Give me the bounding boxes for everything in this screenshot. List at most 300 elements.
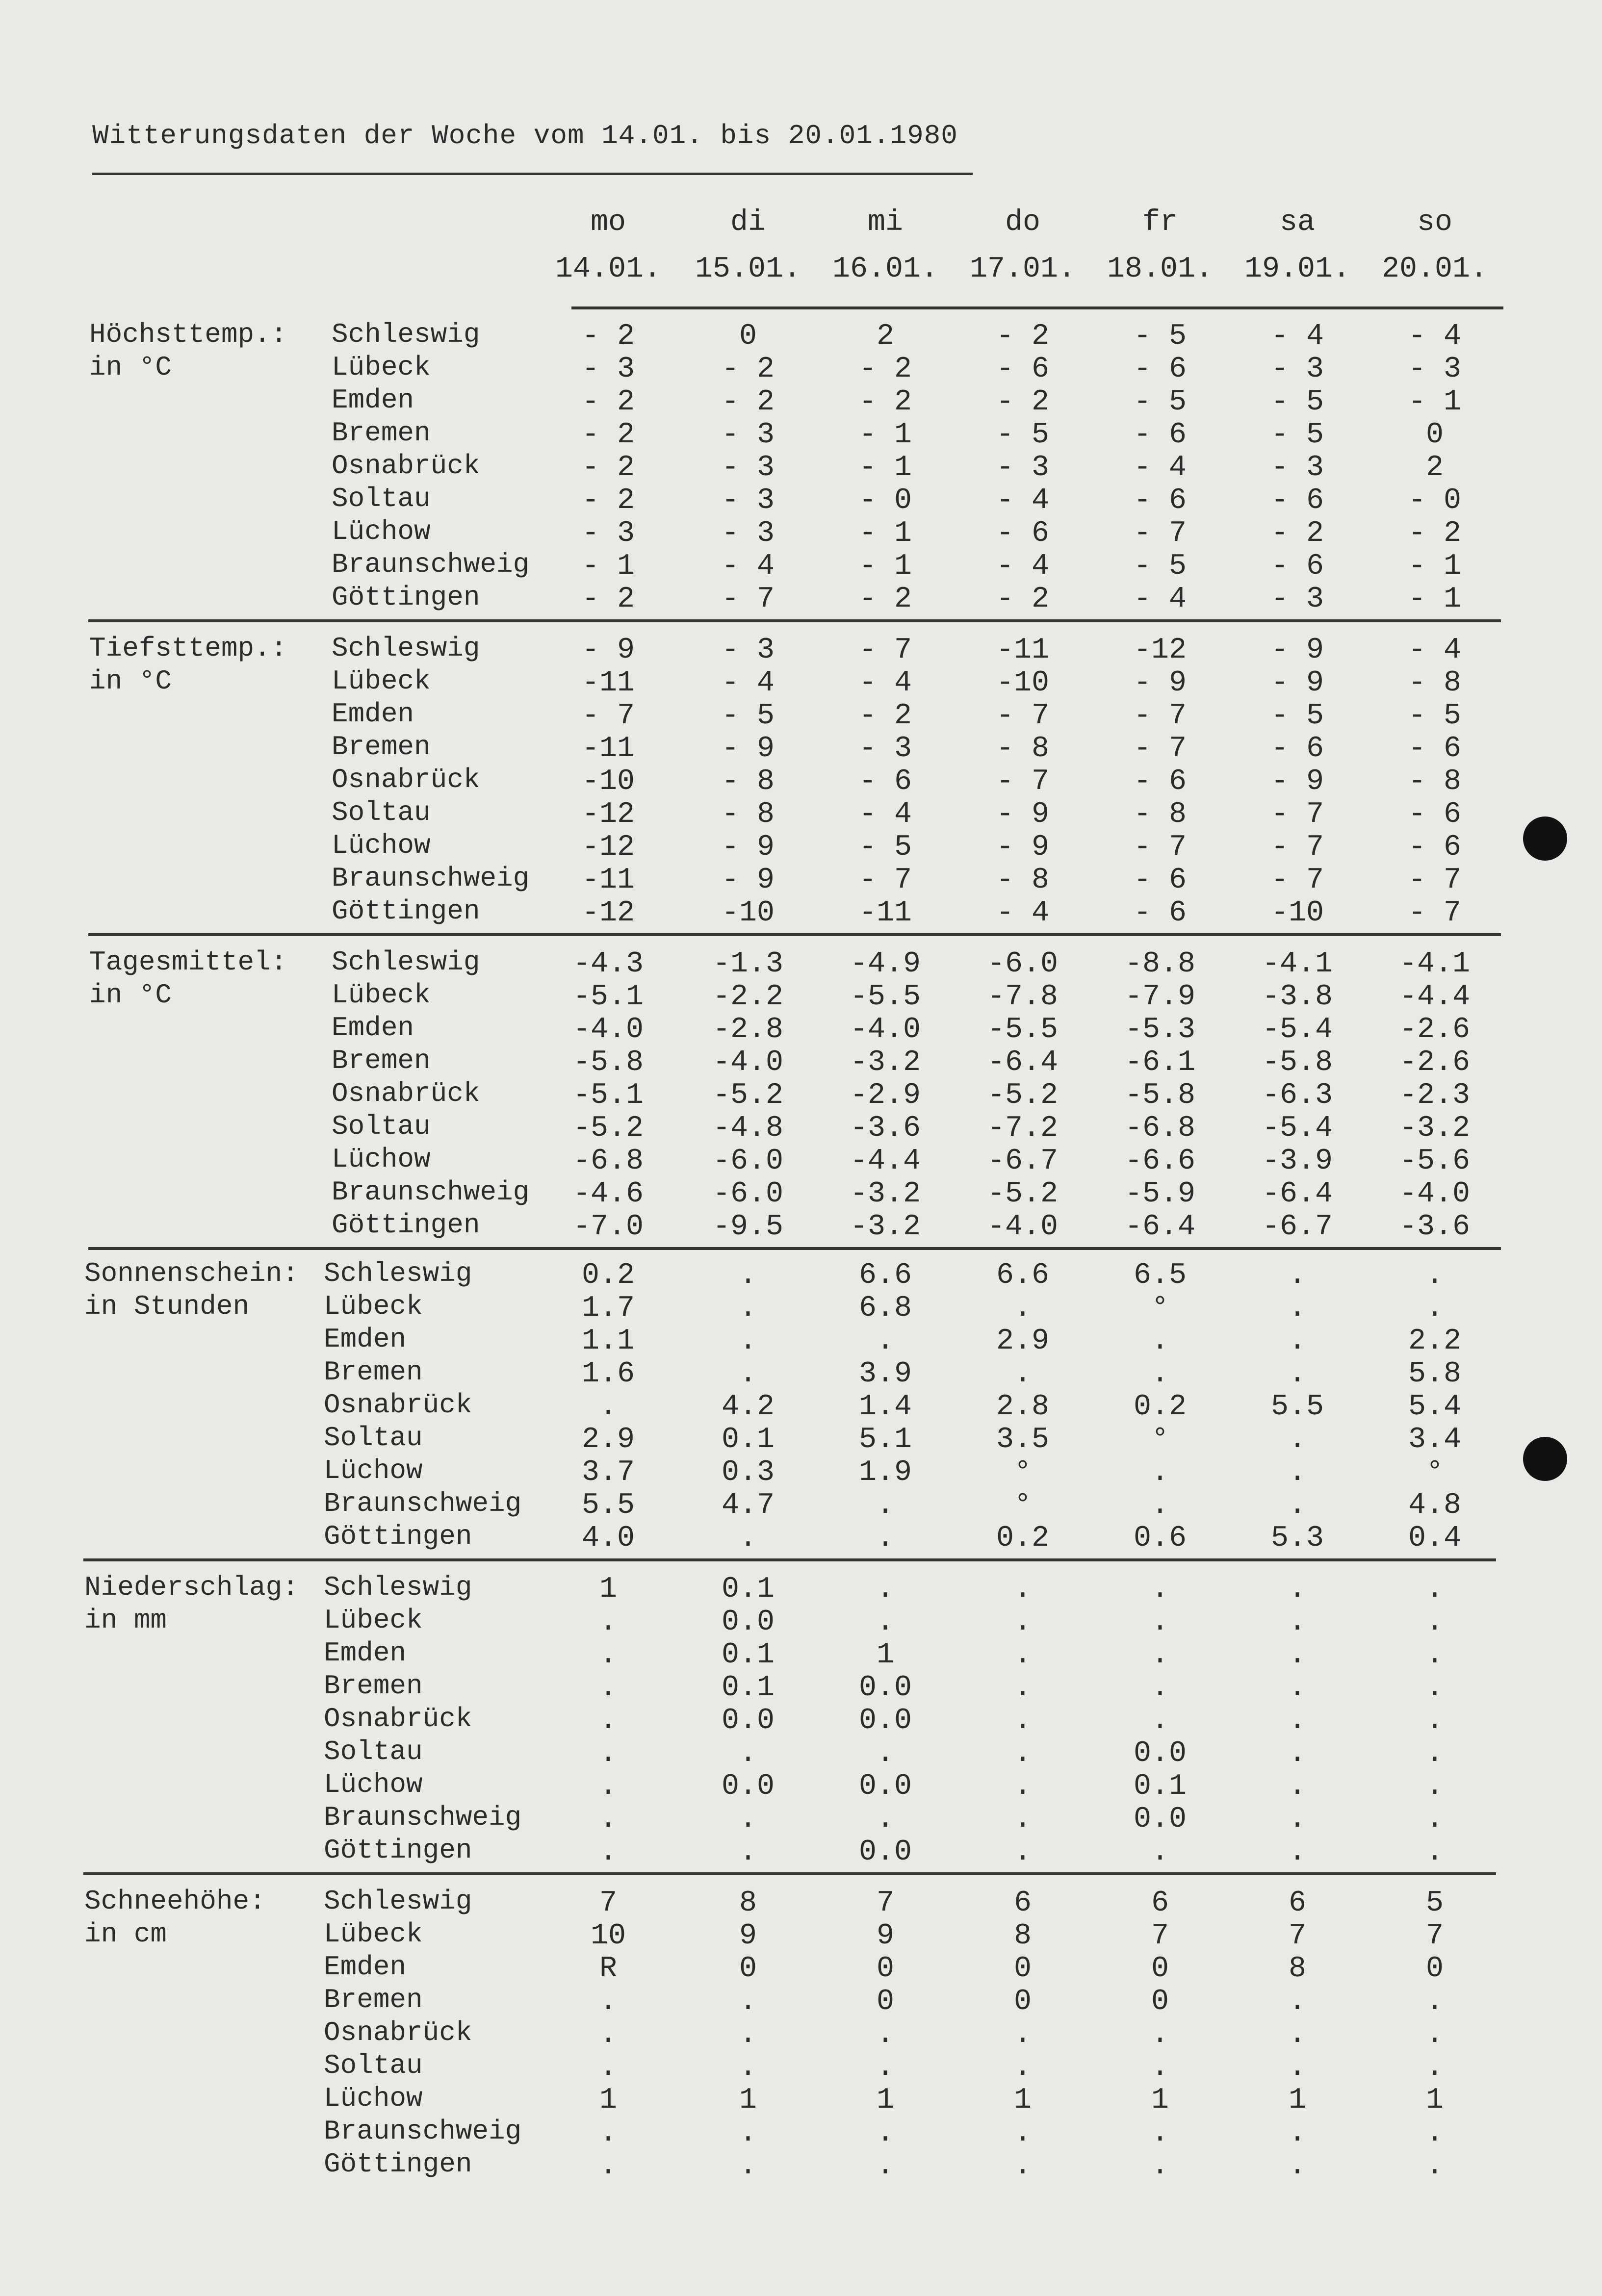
table-cell: 8 [1013,1919,1032,1953]
table-cell: . [1288,1489,1306,1522]
table-cell: -8.8 [1124,947,1196,981]
table-cell: -4.1 [1399,947,1471,981]
table-cell: . [1288,1423,1306,1456]
table-cell: - 7 [996,699,1050,733]
table-cell: . [1288,1836,1306,1869]
station-name: Soltau [332,1111,431,1142]
table-cell: -4.0 [850,1013,921,1046]
table-cell: . [1013,1292,1032,1325]
table-cell: . [1013,2149,1032,2183]
table-cell: - 6 [996,353,1050,386]
table-cell: . [1151,1489,1169,1522]
table-cell: . [876,2117,894,2150]
table-cell: -6.7 [987,1145,1059,1178]
table-cell: 0.1 [721,1671,775,1705]
station-name: Osnabrück [332,764,480,795]
table-cell: - 4 [996,896,1050,930]
table-cell: - 2 [858,353,912,386]
table-cell: . [1013,2117,1032,2150]
table-cell: . [1425,1671,1444,1705]
table-cell: . [1151,1671,1169,1705]
table-cell: - 2 [1270,517,1324,550]
table-cell: . [739,2117,757,2150]
day-date-di: 15.01. [695,253,801,286]
table-cell: -6.3 [1262,1079,1333,1112]
station-name: Göttingen [332,895,480,927]
punch-hole [1523,816,1567,861]
table-cell: . [1288,1737,1306,1770]
table-cell: 0.4 [1408,1522,1462,1555]
table-cell: - 4 [858,666,912,700]
table-cell: -11 [858,896,912,930]
table-cell: 2 [1425,451,1444,485]
table-cell: - 4 [996,484,1050,517]
table-cell: ° [1151,1423,1169,1456]
table-cell: -3.2 [850,1046,921,1079]
table-cell: . [1013,1770,1032,1803]
table-cell: -4.4 [850,1145,921,1178]
day-abbr-so: so [1417,206,1452,239]
table-cell: - 6 [858,765,912,798]
table-cell: - 7 [581,699,635,733]
table-cell: . [1425,1292,1444,1325]
table-cell: -4.8 [712,1112,784,1145]
table-cell: -5.5 [850,980,921,1014]
station-name: Emden [332,384,414,416]
table-cell: 3.9 [858,1357,912,1391]
station-name: Braunschweig [332,549,530,580]
table-cell: . [1288,2018,1306,2051]
table-cell: 1 [599,1573,617,1606]
table-cell: - 7 [1270,864,1324,897]
table-cell: - 2 [1408,517,1462,550]
table-cell: -3.9 [1262,1145,1333,1178]
table-cell: . [1288,2051,1306,2084]
table-cell: -3.2 [1399,1112,1471,1145]
station-name: Lüchow [332,516,431,547]
table-cell: - 2 [721,353,775,386]
table-cell: . [1425,1606,1444,1639]
table-cell: . [739,1803,757,1836]
table-cell: . [1151,1606,1169,1639]
table-cell: 0 [739,1952,757,1986]
table-cell: -4.0 [712,1046,784,1079]
table-cell: -4.0 [1399,1177,1471,1211]
table-cell: 5 [1425,1887,1444,1920]
station-name: Braunschweig [332,863,530,894]
table-cell: . [1425,1836,1444,1869]
table-cell: . [1288,2117,1306,2150]
table-cell: . [599,1606,617,1639]
table-cell: 2 [876,320,894,353]
station-name: Schleswig [324,1886,472,1917]
table-cell: 0.0 [721,1606,775,1639]
station-name: Soltau [324,1422,423,1454]
table-cell: . [1425,1638,1444,1672]
table-cell: -4.1 [1262,947,1333,981]
table-cell: - 5 [1133,550,1187,583]
station-name: Emden [324,1324,407,1355]
table-cell: 0.0 [858,1671,912,1705]
table-cell: - 9 [581,634,635,667]
station-name: Schleswig [332,633,480,664]
section-unit: in °C [89,352,172,383]
table-cell: 2.9 [581,1423,635,1456]
table-cell: 0.0 [858,1836,912,1869]
table-cell: -5.9 [1124,1177,1196,1211]
table-cell: - 6 [1270,484,1324,517]
table-cell: 1.6 [581,1357,635,1391]
table-cell: 0.0 [1133,1803,1187,1836]
station-name: Emden [332,698,414,730]
table-cell: 0 [739,320,757,353]
table-cell: . [599,1985,617,2018]
table-cell: - 9 [1270,634,1324,667]
table-cell: . [1288,1357,1306,1391]
table-cell: -5.4 [1262,1112,1333,1145]
table-cell: -6.0 [987,947,1059,981]
table-cell: - 9 [996,798,1050,831]
section-unit: in Stunden [84,1291,250,1322]
table-cell: . [1013,1606,1032,1639]
table-cell: -6.4 [1262,1177,1333,1211]
table-cell: - 3 [1270,353,1324,386]
table-cell: -4.0 [987,1210,1059,1244]
table-cell: 5.8 [1408,1357,1462,1391]
section-unit: in cm [84,1918,167,1950]
table-cell: . [599,1390,617,1424]
table-cell: -7.0 [572,1210,644,1244]
section-rule [88,933,1501,936]
table-cell: . [1288,1456,1306,1489]
table-cell: 1.4 [858,1390,912,1424]
table-cell: 1 [876,2084,894,2117]
table-cell: - 2 [721,385,775,419]
table-cell: 7 [599,1887,617,1920]
table-cell: . [1425,2117,1444,2150]
table-cell: . [1013,2051,1032,2084]
table-cell: - 1 [1408,550,1462,583]
table-cell: R [599,1952,617,1986]
table-cell: . [1013,1671,1032,1705]
table-cell: -3.2 [850,1210,921,1244]
table-cell: - 2 [996,385,1050,419]
table-cell: 0 [1013,1985,1032,2018]
table-cell: . [599,2149,617,2183]
table-cell: 0.0 [858,1704,912,1737]
station-name: Lüchow [324,2083,423,2114]
station-name: Emden [324,1951,407,1983]
table-cell: 0.0 [721,1770,775,1803]
table-cell: . [739,1737,757,1770]
table-cell: . [739,1836,757,1869]
table-cell: . [1151,1573,1169,1606]
table-cell: - 4 [858,798,912,831]
table-cell: 0 [1151,1952,1169,1986]
table-cell: 2.9 [996,1325,1050,1358]
table-cell: 0.0 [1133,1737,1187,1770]
table-cell: -4.0 [572,1013,644,1046]
station-name: Schleswig [324,1258,472,1289]
table-cell: . [876,1606,894,1639]
table-cell: 0.1 [721,1423,775,1456]
table-cell: -5.2 [712,1079,784,1112]
table-cell: - 1 [858,550,912,583]
station-name: Emden [332,1012,414,1044]
table-cell: -5.8 [1124,1079,1196,1112]
station-name: Göttingen [324,1835,472,1866]
station-name: Osnabrück [332,1078,480,1109]
table-cell: ° [1013,1489,1032,1522]
table-cell: - 7 [1270,831,1324,864]
table-cell: -4.4 [1399,980,1471,1014]
table-cell: 0.2 [581,1259,635,1292]
table-cell: - 9 [721,831,775,864]
station-name: Braunschweig [324,2116,522,2147]
table-cell: . [1151,1836,1169,1869]
table-cell: . [1151,1638,1169,1672]
table-cell: . [1288,1985,1306,2018]
table-cell: -3.6 [1399,1210,1471,1244]
table-cell: . [1151,2051,1169,2084]
punch-hole [1523,1437,1567,1481]
station-name: Lübeck [324,1918,423,1950]
table-cell: 6.8 [858,1292,912,1325]
table-cell: . [1288,1704,1306,1737]
station-name: Bremen [324,1670,423,1702]
station-name: Bremen [332,417,431,449]
table-cell: 6 [1013,1887,1032,1920]
table-cell: . [876,1737,894,1770]
day-abbr-do: do [1005,206,1040,239]
table-cell: . [599,1737,617,1770]
table-cell: - 7 [1270,798,1324,831]
day-abbr-mo: mo [590,206,626,239]
table-cell: . [1425,2051,1444,2084]
table-cell: -5.6 [1399,1145,1471,1178]
table-cell: - 2 [581,385,635,419]
table-cell: 0.2 [996,1522,1050,1555]
day-date-so: 20.01. [1381,253,1488,286]
table-cell: - 8 [996,864,1050,897]
section-label: Schneehöhe: [84,1886,266,1917]
table-cell: - 7 [858,864,912,897]
table-cell: - 3 [858,732,912,765]
table-cell: 3.4 [1408,1423,1462,1456]
table-cell: - 5 [1133,320,1187,353]
table-cell: -3.6 [850,1112,921,1145]
table-cell: . [1288,1325,1306,1358]
section-rule [88,1247,1501,1250]
table-cell: - 9 [996,831,1050,864]
table-cell: 0 [876,1952,894,1986]
table-cell: - 6 [1133,896,1187,930]
table-cell: . [739,2149,757,2183]
table-cell: -7.9 [1124,980,1196,1014]
day-abbr-fr: fr [1142,206,1178,239]
table-cell: . [1151,1357,1169,1391]
table-cell: -5.2 [987,1079,1059,1112]
table-cell: 4.2 [721,1390,775,1424]
station-name: Soltau [332,483,431,514]
table-cell: - 8 [721,798,775,831]
table-cell: -12 [581,896,635,930]
table-cell: -4.3 [572,947,644,981]
table-cell: - 6 [996,517,1050,550]
section-rule [83,1872,1496,1875]
table-cell: 0 [1425,1952,1444,1986]
table-cell: -6.8 [1124,1112,1196,1145]
table-cell: - 8 [1133,798,1187,831]
table-cell: -2.2 [712,980,784,1014]
station-name: Osnabrück [332,450,480,482]
table-cell: -10 [721,896,775,930]
station-name: Lübeck [324,1291,423,1322]
table-cell: - 0 [858,484,912,517]
day-date-mo: 14.01. [555,253,662,286]
table-cell: . [1288,1803,1306,1836]
station-name: Lüchow [324,1769,423,1800]
table-cell: 10 [590,1919,626,1953]
table-cell: . [1013,1803,1032,1836]
table-cell: -12 [1133,634,1187,667]
table-cell: - 4 [1270,320,1324,353]
table-cell: - 3 [581,353,635,386]
table-cell: -3.8 [1262,980,1333,1014]
table-cell: 8 [739,1887,757,1920]
station-name: Göttingen [332,1209,480,1241]
table-cell: . [1288,1671,1306,1705]
table-cell: - 2 [996,583,1050,616]
table-cell: -5.8 [1262,1046,1333,1079]
table-cell: - 6 [1133,864,1187,897]
section-rule [83,1558,1496,1561]
table-cell: 1 [1425,2084,1444,2117]
table-cell: . [1151,1456,1169,1489]
table-cell: 0.1 [1133,1770,1187,1803]
table-cell: . [739,1522,757,1555]
station-name: Lübeck [324,1605,423,1636]
title-underline [92,173,973,175]
table-cell: . [599,1638,617,1672]
table-cell: 1 [1151,2084,1169,2117]
table-cell: - 1 [1408,385,1462,419]
table-cell: -5.8 [572,1046,644,1079]
table-cell: . [1425,1704,1444,1737]
table-cell: . [876,1573,894,1606]
table-cell: - 4 [721,550,775,583]
table-cell: - 6 [1133,765,1187,798]
table-cell: -12 [581,798,635,831]
table-cell: 5.5 [581,1489,635,1522]
table-cell: - 6 [1270,550,1324,583]
table-cell: 6 [1288,1887,1306,1920]
day-date-fr: 18.01. [1107,253,1214,286]
table-cell: 7 [1151,1919,1169,1953]
table-cell: . [739,2018,757,2051]
table-cell: 0.1 [721,1573,775,1606]
table-cell: -4.6 [572,1177,644,1211]
table-cell: - 8 [1408,666,1462,700]
table-cell: 9 [876,1919,894,1953]
table-cell: . [1288,1770,1306,1803]
table-cell: - 5 [858,831,912,864]
table-cell: ° [1151,1292,1169,1325]
table-cell: -6.4 [987,1046,1059,1079]
table-cell: 7 [1288,1919,1306,1953]
station-name: Bremen [324,1356,423,1388]
table-cell: . [599,2051,617,2084]
table-cell: - 1 [858,517,912,550]
table-cell: 1 [739,2084,757,2117]
table-cell: - 6 [1408,831,1462,864]
table-cell: -5.2 [572,1112,644,1145]
table-cell: 0.3 [721,1456,775,1489]
table-cell: 9 [739,1919,757,1953]
table-cell: -6.4 [1124,1210,1196,1244]
table-cell: - 7 [996,765,1050,798]
table-cell: . [739,1357,757,1391]
table-cell: 5.3 [1270,1522,1324,1555]
station-name: Soltau [324,2050,423,2081]
section-label: Sonnenschein: [84,1258,299,1289]
table-cell: 8 [1288,1952,1306,1986]
station-name: Bremen [332,731,431,763]
table-cell: 4.0 [581,1522,635,1555]
table-cell: - 6 [1408,798,1462,831]
table-cell: 6.5 [1133,1259,1187,1292]
table-cell: . [1151,2149,1169,2183]
table-cell: -1.3 [712,947,784,981]
table-cell: - 7 [1133,517,1187,550]
table-cell: -3.2 [850,1177,921,1211]
table-cell: - 2 [581,484,635,517]
table-cell: 5.5 [1270,1390,1324,1424]
table-cell: . [599,1836,617,1869]
station-name: Soltau [324,1736,423,1767]
station-name: Lübeck [332,665,431,697]
table-cell: 0.6 [1133,1522,1187,1555]
table-cell: - 7 [1133,699,1187,733]
table-cell: 0 [876,1985,894,2018]
table-cell: . [1013,2018,1032,2051]
table-cell: -6.6 [1124,1145,1196,1178]
table-cell: . [1288,1573,1306,1606]
table-cell: ° [1013,1456,1032,1489]
table-cell: . [599,1704,617,1737]
table-cell: -2.3 [1399,1079,1471,1112]
table-cell: . [1288,1638,1306,1672]
table-cell: -10 [581,765,635,798]
table-cell: - 6 [1133,484,1187,517]
table-cell: . [1425,1573,1444,1606]
table-cell: - 3 [721,484,775,517]
table-cell: - 6 [1133,418,1187,452]
table-cell: 0 [1013,1952,1032,1986]
table-cell: -10 [996,666,1050,700]
table-cell: 0 [1425,418,1444,452]
section-unit: in °C [89,665,172,697]
table-cell: . [1151,1325,1169,1358]
table-cell: - 4 [721,666,775,700]
table-cell: -6.0 [712,1145,784,1178]
table-cell: - 9 [1270,666,1324,700]
table-cell: . [739,1292,757,1325]
table-cell: 4.7 [721,1489,775,1522]
table-cell: -7.2 [987,1112,1059,1145]
table-cell: 3.5 [996,1423,1050,1456]
section-label: Niederschlag: [84,1572,299,1603]
